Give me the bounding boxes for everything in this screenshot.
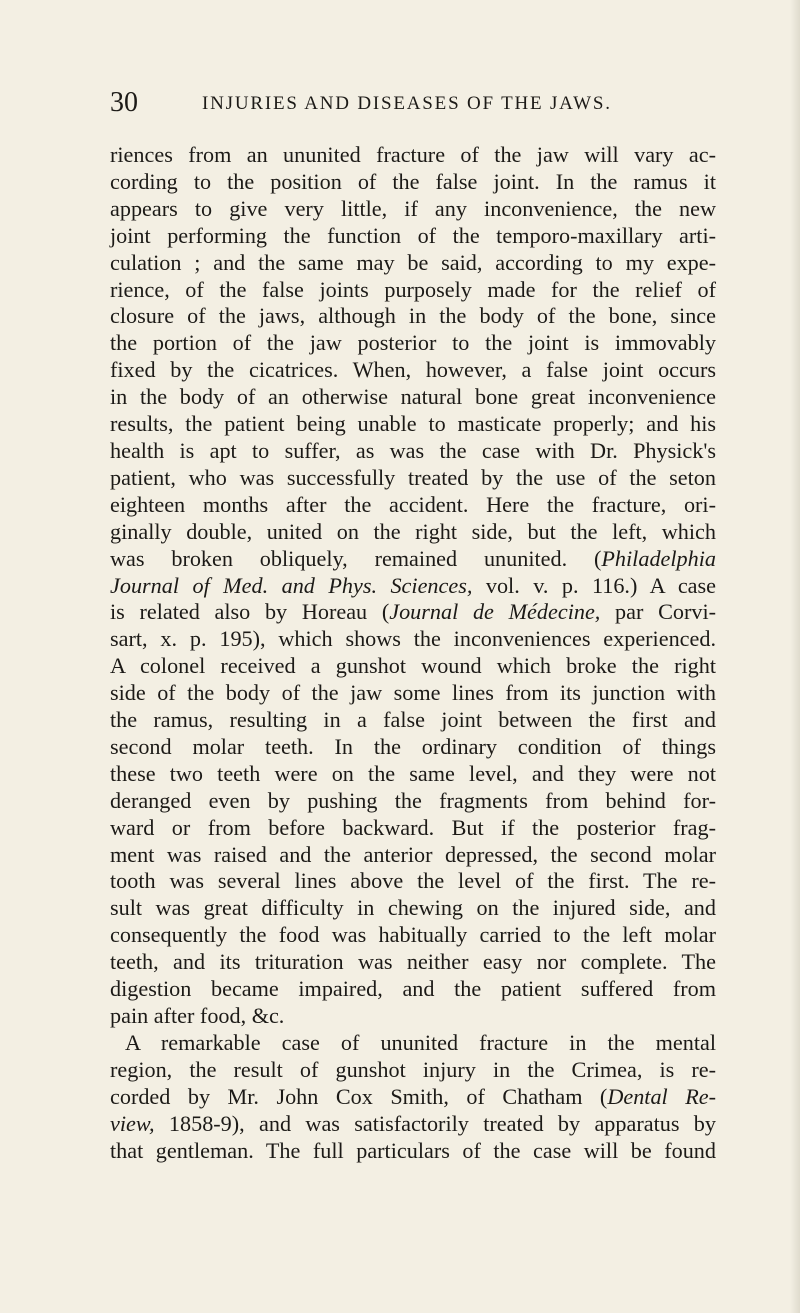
text-line: appears to give very little, if any inconvenience, the new bbox=[110, 195, 716, 221]
text-line: patient, who was successfully treated by the use of the seton bbox=[110, 464, 716, 490]
text-line: rience, of the false joints purposely made for the relief of bbox=[110, 276, 716, 302]
text-line: A remarkable case of ununited fracture in the mental bbox=[125, 1029, 716, 1055]
text-line: corded by Mr. John Cox Smith, of Chatham (Dental Re- bbox=[110, 1083, 716, 1109]
page-number: 30 bbox=[110, 87, 138, 118]
text-line: A colonel received a gunshot wound which broke the right bbox=[110, 653, 716, 679]
text-line: culation ; and the same may be said, according to my expe- bbox=[110, 249, 716, 275]
text-line: side of the body of the jaw some lines from its junction with bbox=[110, 680, 716, 706]
text-line: tooth was several lines above the level of the first. The re- bbox=[110, 868, 716, 894]
text-line: deranged even by pushing the fragments from behind for- bbox=[110, 787, 716, 813]
text-line: the portion of the jaw posterior to the joint is immovably bbox=[110, 330, 716, 356]
text-line: ment was raised and the anterior depressed, the second molar bbox=[110, 841, 716, 867]
text-line: was broken obliquely, remained ununited. (Philadelphia bbox=[110, 545, 716, 571]
citation-title: Journal de Médecine, bbox=[389, 599, 601, 625]
text-line: ginally double, united on the right side, but the left, which bbox=[110, 518, 716, 544]
text-line: results, the patient being unable to masticate properly; and his bbox=[110, 411, 716, 437]
citation-title: Journal of Med. and Phys. Sciences, bbox=[110, 572, 473, 598]
text-line: health is apt to suffer, as was the case with Dr. Physick's bbox=[110, 437, 716, 463]
text-line: ward or from before backward. But if the posterior frag- bbox=[110, 814, 716, 840]
text-line: second molar teeth. In the ordinary condition of things bbox=[110, 733, 716, 759]
text-line: consequently the food was habitually carried to the left molar bbox=[110, 922, 716, 948]
text-line: fixed by the cicatrices. When, however, a false joint occurs bbox=[110, 357, 716, 383]
page-header bbox=[110, 88, 710, 118]
text-line: is related also by Horeau (Journal de Médecine, par Corvi- bbox=[110, 599, 716, 625]
text-line: sult was great difficulty in chewing on the injured side, and bbox=[110, 895, 716, 921]
running-head: INJURIES AND DISEASES OF THE JAWS. bbox=[202, 93, 612, 114]
text-line: digestion became impaired, and the patient suffered from bbox=[110, 976, 716, 1002]
text-line: the ramus, resulting in a false joint between the first and bbox=[110, 707, 716, 733]
text-line: that gentleman. The full particulars of the case will be found bbox=[110, 1137, 716, 1163]
text-line: Journal of Med. and Phys. Sciences, vol. v. p. 116.) A case bbox=[110, 572, 716, 598]
text-line: pain after food, &c. bbox=[110, 1003, 285, 1028]
text-line: eighteen months after the accident. Here the fracture, ori- bbox=[110, 491, 716, 517]
citation-title: Dental Re- bbox=[607, 1083, 716, 1109]
text-line: joint performing the function of the temporo-maxillary arti- bbox=[110, 222, 716, 248]
text-line: in the body of an otherwise natural bone great inconvenience bbox=[110, 384, 716, 410]
text-line: view, 1858-9), and was satisfactorily treated by apparatus by bbox=[110, 1110, 716, 1136]
text-line: sart, x. p. 195), which shows the inconveniences experienced. bbox=[110, 626, 716, 652]
text-line: riences from an ununited fracture of the jaw will vary ac- bbox=[110, 142, 716, 167]
text-line: cording to the position of the false joint. In the ramus it bbox=[110, 168, 716, 194]
page-edge-shadow bbox=[790, 0, 800, 1313]
citation-title: Philadelphia bbox=[601, 545, 716, 571]
body-text bbox=[110, 142, 716, 1164]
citation-title: view, bbox=[110, 1110, 155, 1136]
text-line: these two teeth were on the same level, and they were not bbox=[110, 760, 716, 786]
text-line: teeth, and its trituration was neither easy nor complete. The bbox=[110, 949, 716, 975]
text-line: region, the result of gunshot injury in the Crimea, is re- bbox=[110, 1056, 716, 1082]
text-line: closure of the jaws, although in the body of the bone, since bbox=[110, 303, 716, 329]
